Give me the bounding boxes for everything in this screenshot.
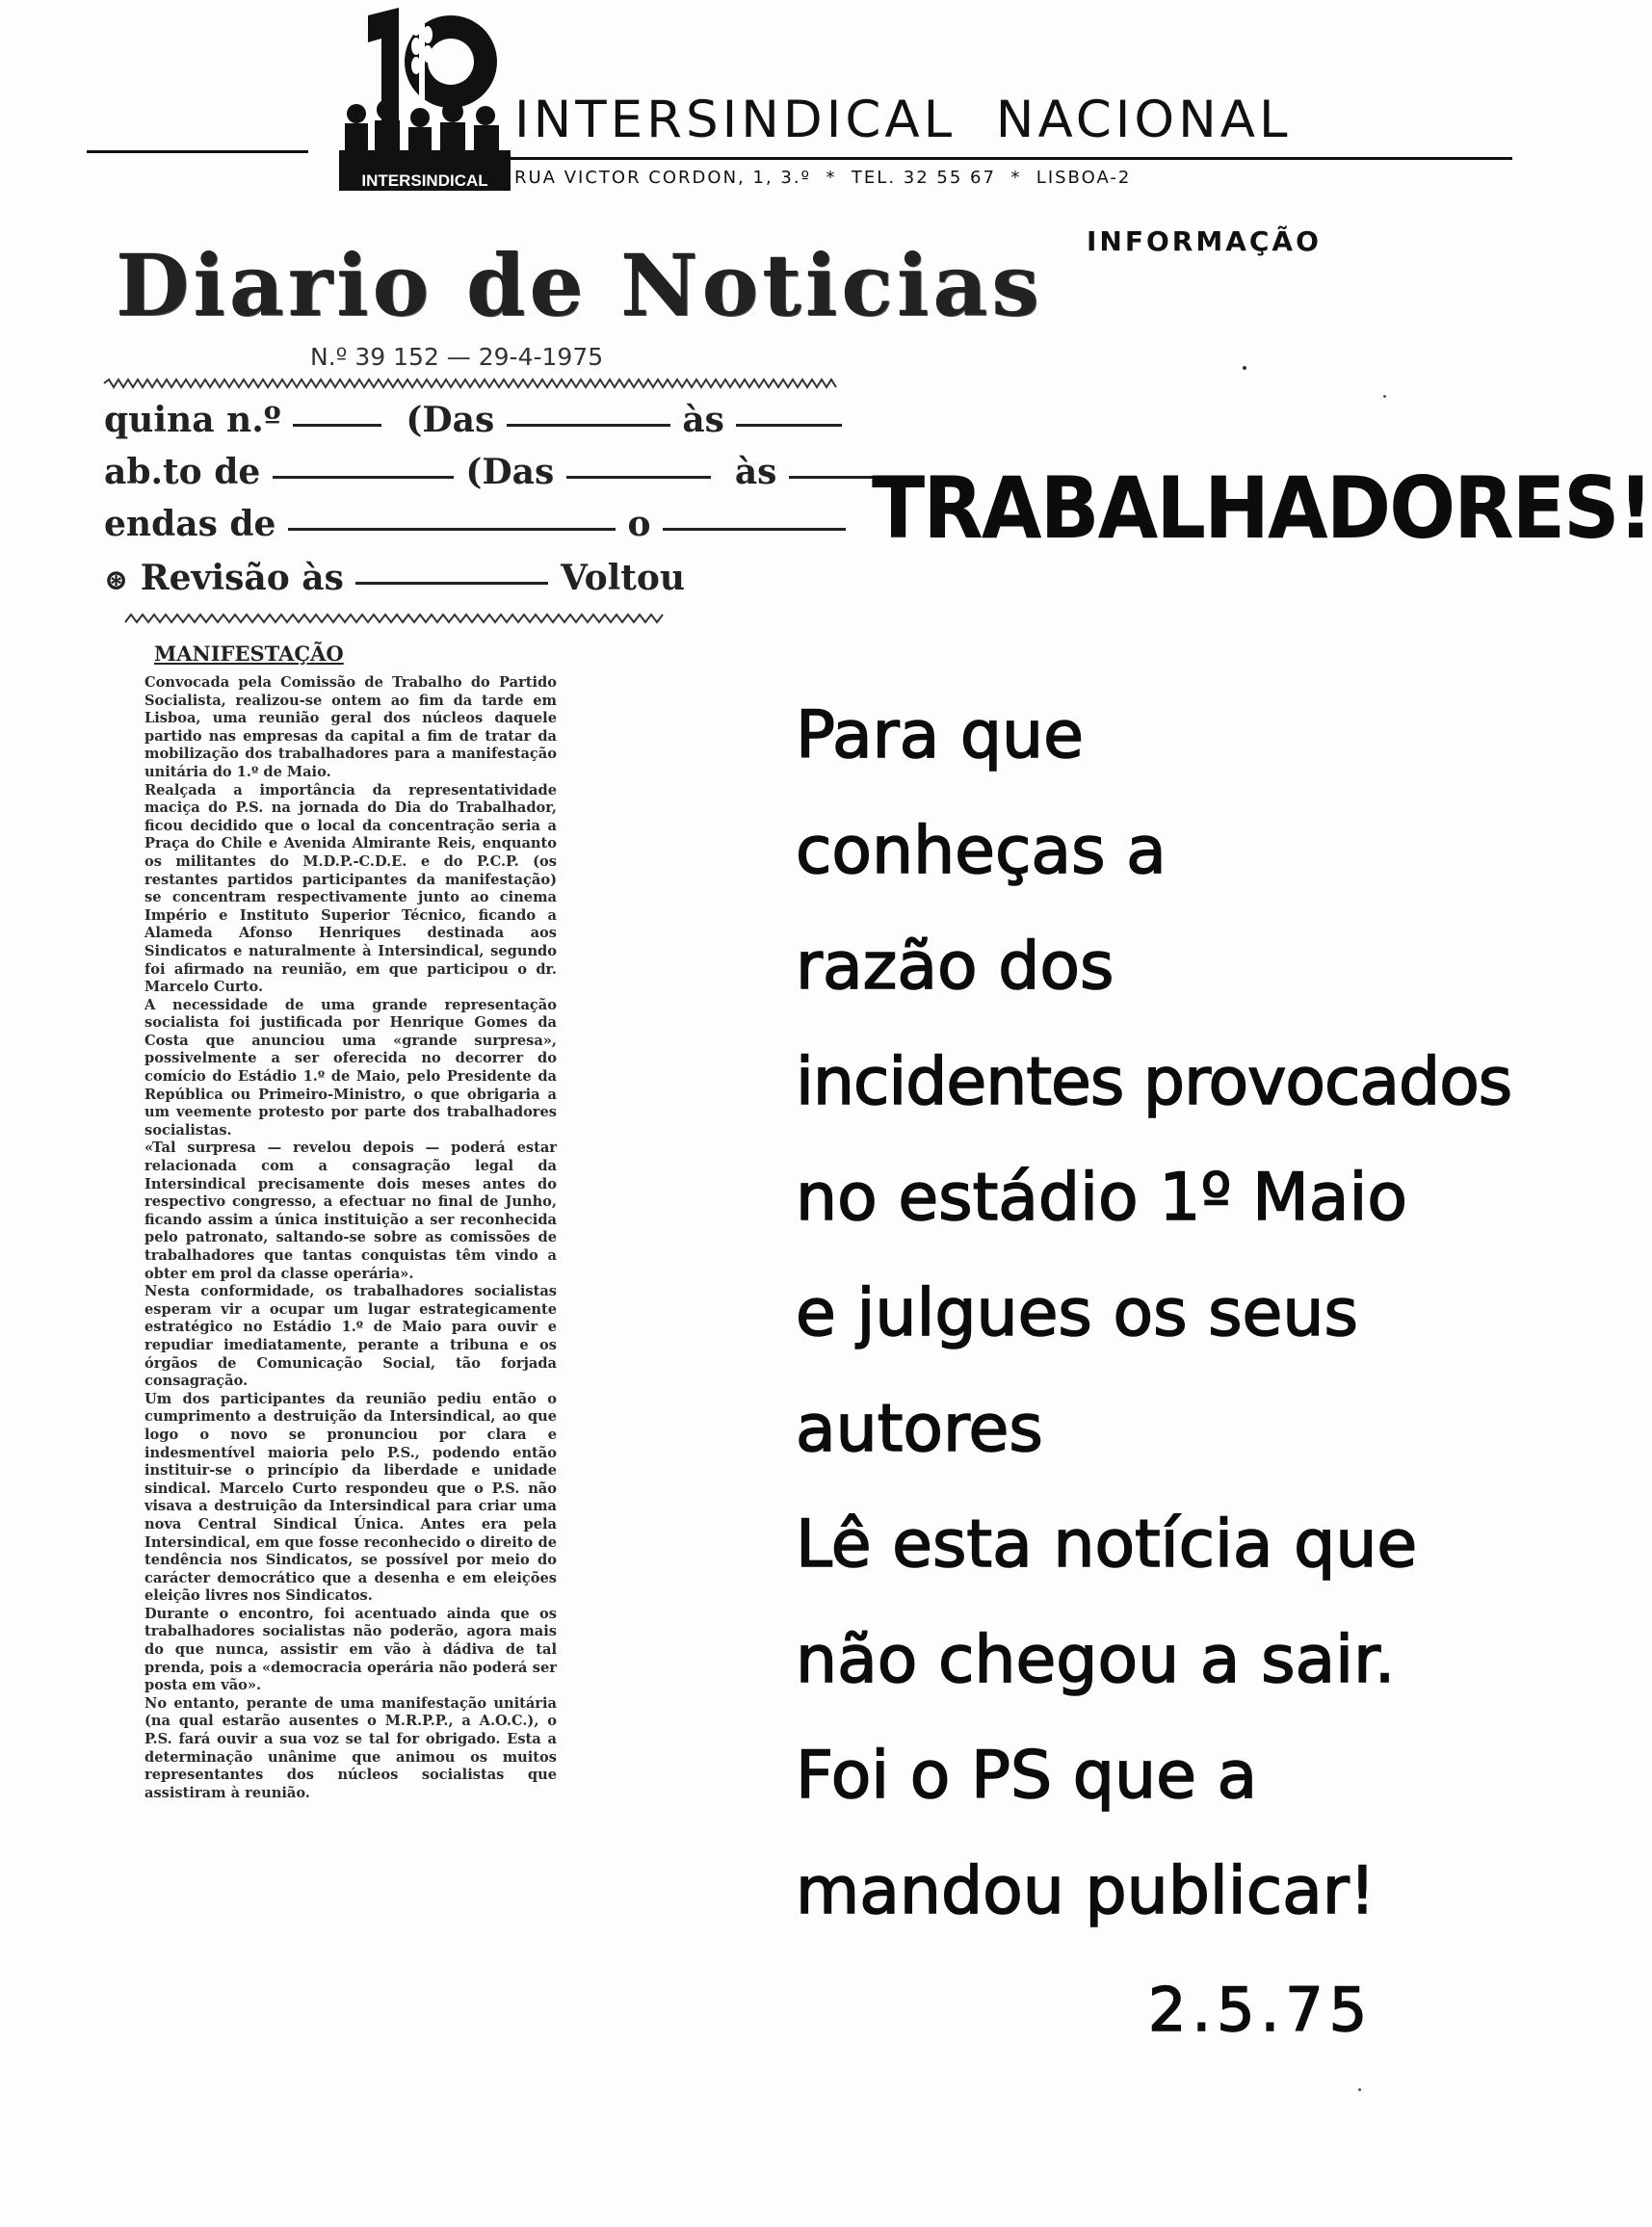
- header-rule-left: [87, 150, 308, 153]
- clipping-zigzag-rule: [125, 615, 665, 622]
- handwritten-line: Foi o PS que a: [796, 1738, 1258, 1814]
- intersindical-logo: [339, 6, 511, 191]
- form-label-as: às: [682, 400, 724, 440]
- form-blank: [507, 424, 670, 427]
- form-blank: [736, 424, 842, 427]
- scan-speck: [1383, 395, 1386, 398]
- form-line-quina: [104, 400, 842, 440]
- form-blank: [273, 476, 454, 479]
- scan-speck: [1358, 2088, 1361, 2091]
- handwritten-line: incidentes provocados: [796, 1044, 1512, 1120]
- form-label-voltou: Voltou: [560, 558, 686, 598]
- article-body: Convocada pela Comissão de Trabalho do Partido Socialista, realizou-se ontem ao fim da tarde em Lisboa, uma reunião geral dos núcleos daquele partido nas empresas da capital a fim de tratar da mobilização dos trabalhadores para a manifestação unitária do 1.º de Maio. Realçada a importância da representatividade maciça do P.S. na jornada do Dia do Trabalhador, ficou decidido que o local da concentração seria a Praça do Chile e Avenida Almirante Reis, enquanto os militantes do M.D.P.-C.D.E. e do P.C.P. (os restantes partidos participantes da manifestação) se concentram respectivamente junto ao cinema Império e Instituto Superior Técnico, ficando a Alameda Afonso Henriques destinada aos Sindicatos e naturalmente à Intersindical, segundo foi afirmado na reunião, em que participou o dr. Marcelo Curto. A necessidade de uma grande representação socialista foi justificada por Henrique Gomes da Costa que anunciou uma «grande surpresa», possivelmente a ser oferecida no decorrer do comício do Estádio 1.º de Maio, pelo Presidente da República ou Primeiro-Ministro, o que obrigaria a um veemente protesto por parte dos trabalhadores socialistas. «Tal surpresa — revelou depois — poderá estar relacionada com a consagração legal da Intersindical precisamente dois meses antes do respectivo congresso, a efectuar no final de Junho, ficando assim a única instituição a ser reconhecida pelo patronato, saltando-se sobre as comissões de trabalhadores que tantas conquistas têm vindo a obter em prol da classe operária». Nesta conformidade, os trabalhadores socialistas esperam vir a ocupar um lugar estrategicamente estratégico no Estádio 1.º de Maio para ouvir e repudiar imediatamente, perante a tribuna e os órgãos de Comunicação Social, tão forjada consagração. Um dos participantes da reunião pediu então o cumprimento a destruição da Intersindical, ao que logo o novo se pronunciou por clara e indesmentível maioria pelo P.S., podendo então instituir-se o princípio da liberdade e unidade sindical. Marcelo Curto respondeu que o P.S. não visava a destruição da Intersindical para criar uma nova Central Sindical Única. Antes era pela Intersindical, em que fosse reconhecido o direito de tendência nos Sindicatos, se possível por meio do carácter democrático que a desenha e em eleições eleição livres nos Sindicatos. Durante o encontro, foi acentuado ainda que os trabalhadores socialistas não poderão, agora mais do que nunca, assistir em vão à dádiva de tal prenda, pois a «democracia operária não poderá ser posta em vão». No entanto, perante de uma manifestação unitária (na qual estarão ausentes o M.R.P.P., a A.O.C.), o P.S. fará ouvir a sua voz se tal for obrigado. Esta a determinação unânime que animou os muitos representantes dos núcleos socialistas que assistiram à reunião.: [144, 674, 557, 1801]
- form-blank: [789, 476, 876, 479]
- form-label-emendas: endas de: [104, 504, 276, 544]
- organization-name: INTERSINDICAL NACIONAL: [514, 91, 1292, 149]
- form-label-das: (Das: [465, 452, 555, 492]
- form-label-das: (Das: [406, 400, 495, 440]
- handwritten-date: 2.5.75: [1148, 1975, 1374, 2045]
- form-line-emendas: [104, 504, 846, 544]
- article-heading: MANIFESTAÇÃO: [154, 642, 344, 666]
- newspaper-masthead: Diario de Noticias: [116, 235, 1043, 335]
- form-label-as: às: [734, 452, 777, 492]
- handwritten-line: no estádio 1º Maio: [796, 1160, 1407, 1236]
- form-blank: [355, 582, 548, 585]
- form-label-trab: ab.to de: [104, 452, 261, 492]
- stamp-mark-icon: ⊛: [104, 563, 129, 597]
- logo-text: INTERSINDICAL: [361, 171, 488, 190]
- form-blank: [293, 424, 381, 427]
- form-line-revisao: [104, 558, 686, 598]
- section-label: INFORMAÇÃO: [1087, 225, 1322, 257]
- masthead-zigzag-rule: [104, 380, 836, 387]
- handwritten-title: TRABALHADORES!: [872, 458, 1652, 558]
- header-rule-right: [511, 157, 1512, 160]
- form-label-quina: quina n.º: [104, 400, 281, 440]
- newspaper-issue-line: N.º 39 152 — 29-4-1975: [310, 343, 604, 371]
- organization-address: RUA VICTOR CORDON, 1, 3.º * TEL. 32 55 67 * LISBOA-2: [514, 168, 1132, 188]
- form-blank: [288, 528, 616, 531]
- handwritten-line: mandou publicar!: [796, 1853, 1376, 1929]
- handwritten-line: não chegou a sair.: [796, 1622, 1396, 1698]
- handwritten-line: razão dos: [796, 929, 1114, 1005]
- form-blank: [663, 528, 846, 531]
- handwritten-line: autores: [796, 1391, 1043, 1467]
- form-label-revisao: Revisão às: [140, 558, 344, 598]
- handwritten-line: Lê esta notícia que: [796, 1506, 1418, 1583]
- handwritten-line: conheças a: [796, 813, 1167, 889]
- scan-speck: [1243, 366, 1246, 370]
- form-blank: [566, 476, 711, 479]
- handwritten-line: e julgues os seus: [796, 1275, 1358, 1351]
- form-line-trab: [104, 452, 876, 492]
- handwritten-line: Para que: [796, 697, 1084, 773]
- form-label-o: o: [627, 504, 651, 544]
